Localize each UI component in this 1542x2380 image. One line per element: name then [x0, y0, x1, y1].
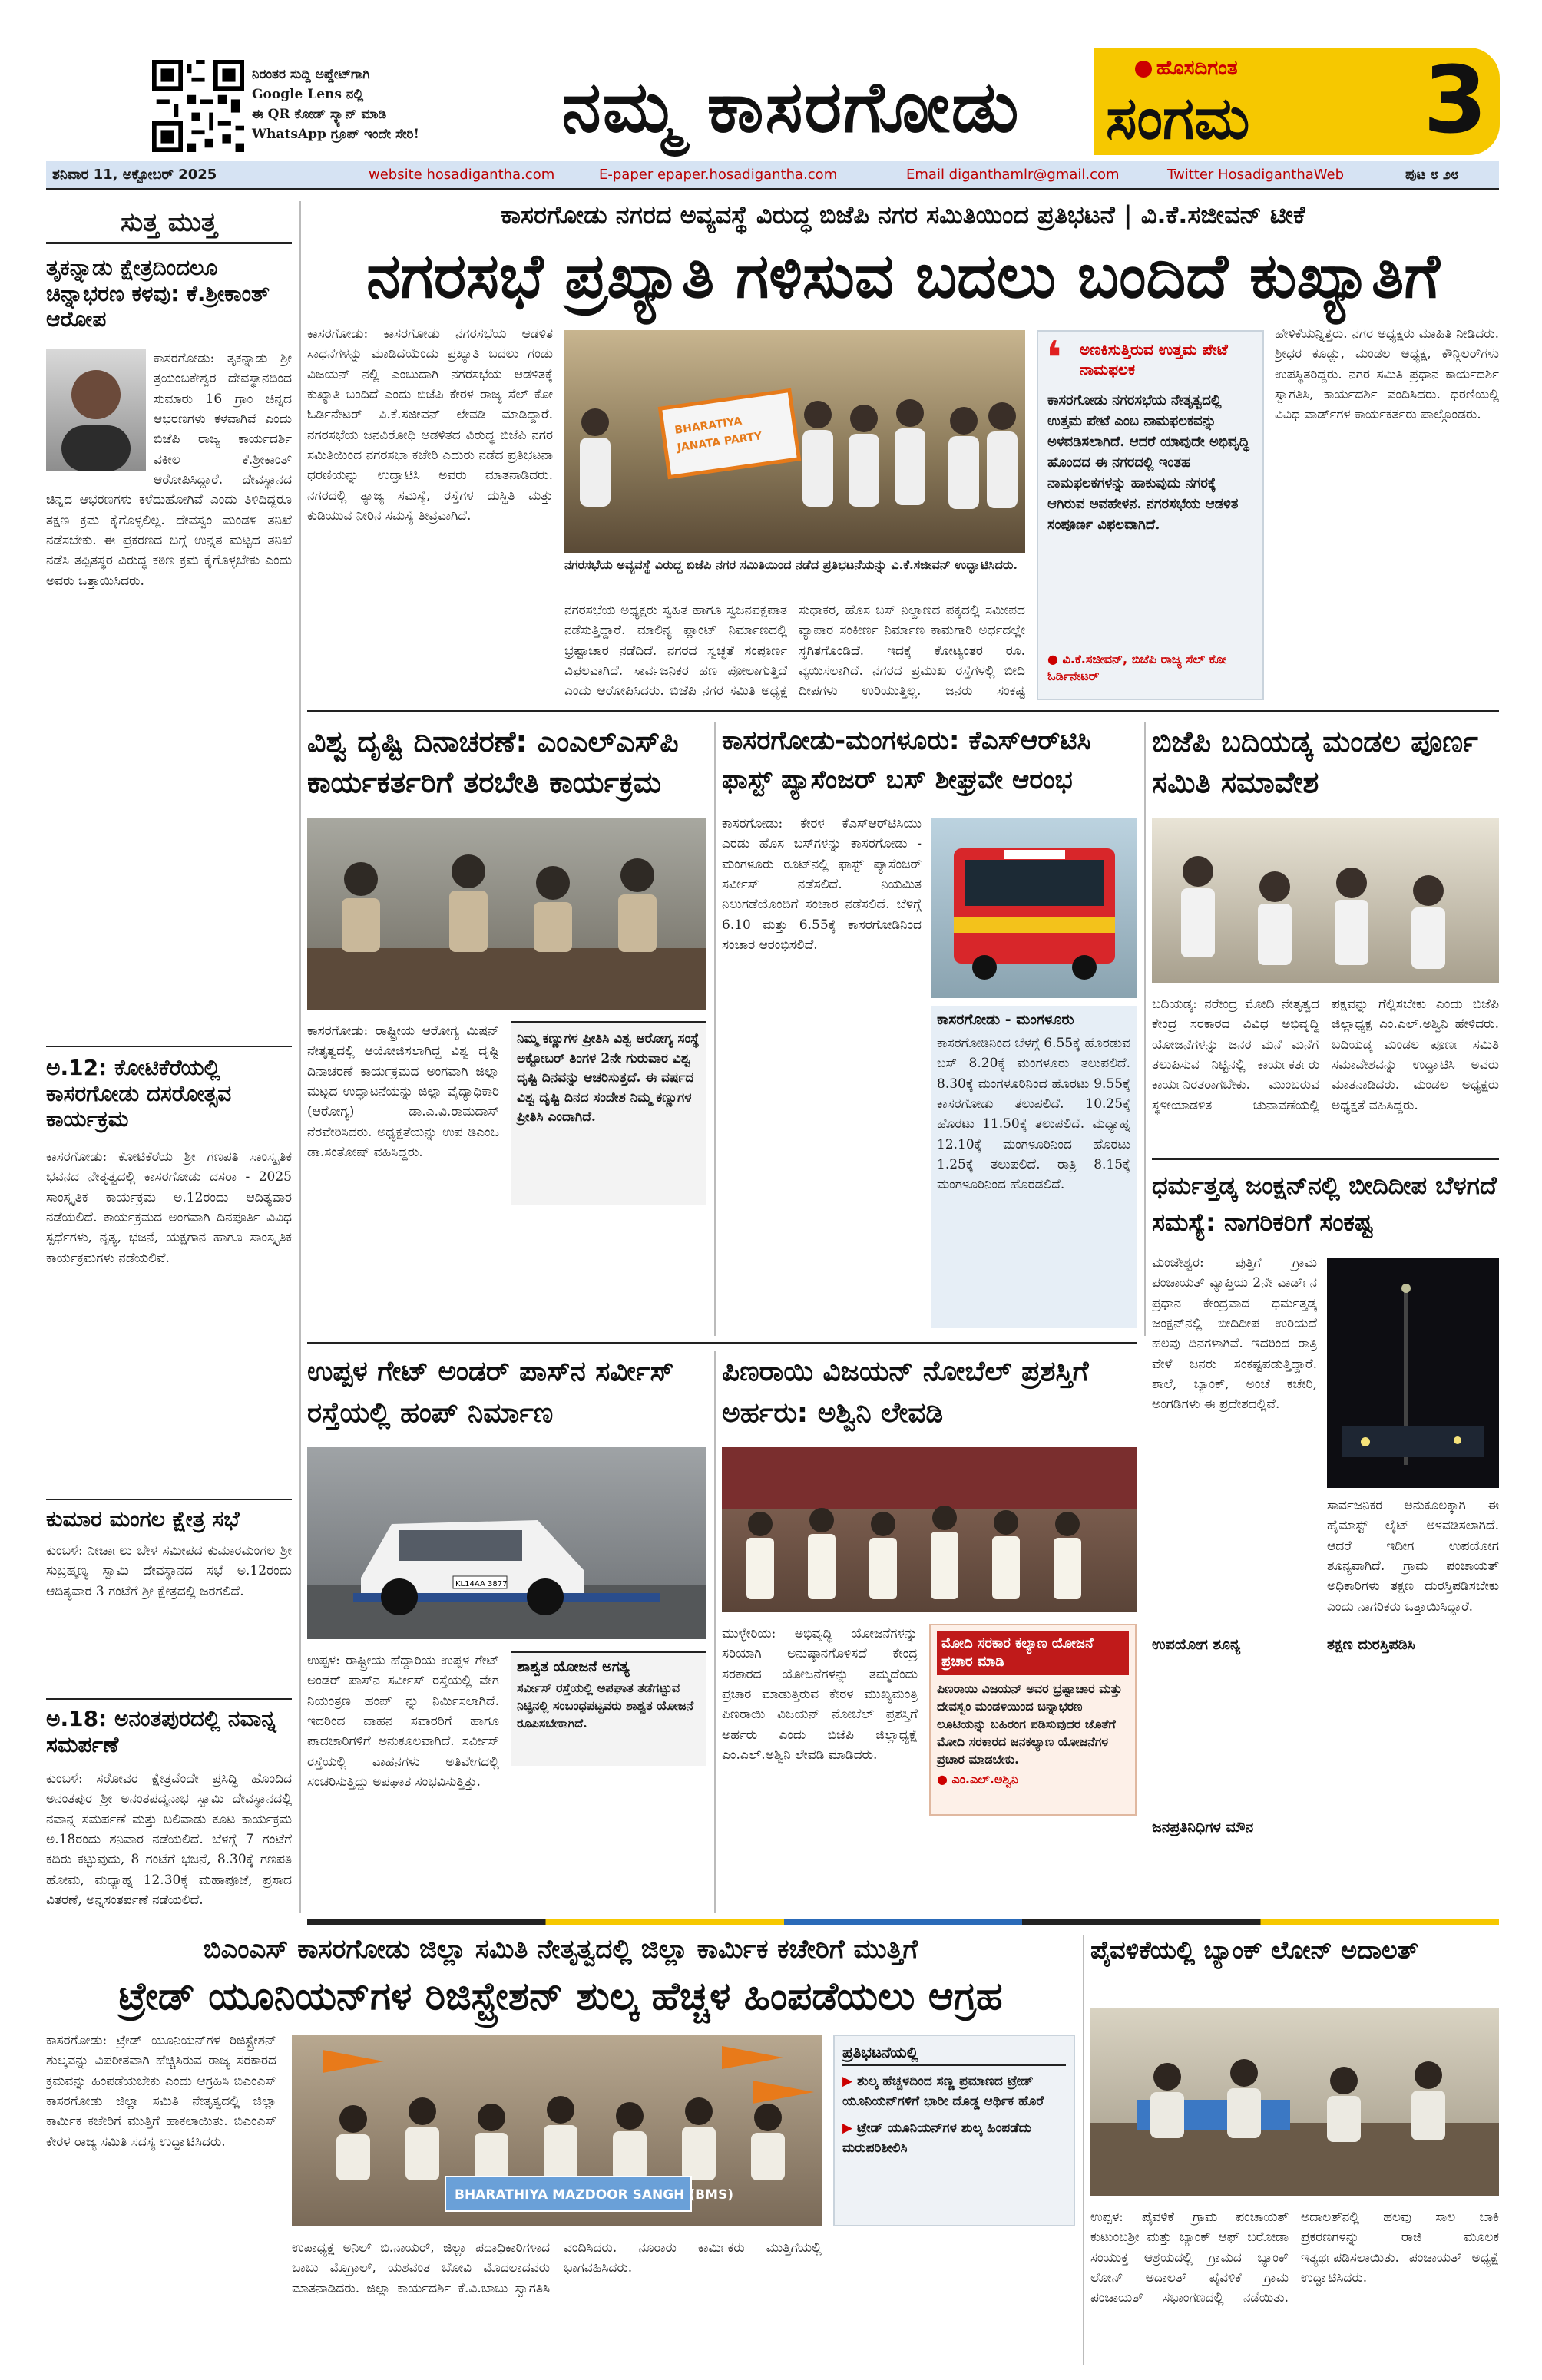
website-link[interactable]: website hosadigantha.com — [369, 167, 555, 183]
bus-headline: ಕಾಸರಗೋಡು-ಮಂಗಳೂರು: ಕೆಎಸ್ಆರ್‌ಟಿಸಿ ಫಾಸ್ಟ್ ಪ್ಯಾಸೆಂಜರ್ ಬಸ್ ಶೀಘ್ರವೇ ಆರಂಭ — [722, 726, 1091, 795]
lead-col3: ಸುಧಾಕರ, ಹೊಸ ಬಸ್ ನಿಲ್ದಾಣದ ಪಕ್ಕದಲ್ಲಿ ಸಮೀಪದ ವ್ಯಾಪಾರ ಸಂಕೀರ್ಣ ನಿರ್ಮಾಣ ಕಾಮಗಾರಿ ಅರ್ಧದಲ್ಲೇ ಸ್ಥಗಿತಗೊಂಡಿದೆ. ಇದಕ್ಕೆ ಕೋಟ್ಯಂತರ ರೂ. ವ್ಯಯಿಸಲಾಗಿದೆ. ನಗರದ ಪ್ರಮುಖ ರಸ್ತೆಗಳಲ್ಲಿ ಬೀದಿ ದೀಪಗಳು ಉರಿಯುತ್ತಿಲ್ಲ. ಜನರು ಸಂಕಷ್ಟ — [799, 603, 1025, 699]
hump-headline: ಉಪ್ಪಳ ಗೇಟ್ ಅಂಡರ್ ಪಾಸ್‌ನ ಸರ್ವೀಸ್ ರಸ್ತೆಯಲ್ಲಿ ಹಂಪ್ ನಿರ್ಮಾಣ — [307, 1356, 674, 1429]
car-icon — [307, 1447, 706, 1639]
arrow-icon: ▶ — [842, 2074, 857, 2089]
bms-photo — [292, 2035, 822, 2226]
sidebar-story1-body: ಕಾಸರಗೋಡು: ತೃಕನ್ನಾಡು ಶ್ರೀ ತ್ರಯಂಬಕೇಶ್ವರ ದೇವಸ್ಥಾನದಿಂದ ಸುಮಾರು 16 ಗ್ರಾಂ ಚಿನ್ನದ ಆಭರಣಗಳು ಕಳವಾಗಿವೆ ಎಂದು ಬಿಜೆಪಿ ರಾಜ್ಯ ಕಾರ್ಯದರ್ಶಿ ವಕೀಲ ಕೆ.ಶ್ರೀಕಾಂತ್ ಆರೋಪಿಸಿದ್ದಾರೆ. ದೇವಸ್ಥಾನದ ಚಿನ್ನದ ಆಭರಣಗಳು ಕಳೆದುಹೋಗಿವೆ ಎಂದು ತಿಳಿದಿದ್ದರೂ ತಕ್ಷಣ ಕ್ರಮ ಕೈಗೊಳ್ಳಲಿಲ್ಲ. ದೇವಸ್ವಂ ಮಂಡಳಿ ತನಿಖೆ ನಡೆಸಬೇಕು. ಈ ಪ್ರಕರಣದ ಬಗ್ಗೆ ಉನ್ನತ ಮಟ್ಟದ ತನಿಖೆ ನಡೆಸಿ ತಪ್ಪಿತಸ್ಥರ ವಿರುದ್ಧ ಕಠಿಣ ಕ್ರಮ ಕೈಗೊಳ್ಳಬೇಕು ಎಂದು ಅವರು ಒತ್ತಾಯಿಸಿದರು. — [46, 349, 292, 778]
pinarayi-callout-source — [937, 1772, 1129, 1787]
streetlight-body: ಮಂಜೇಶ್ವರ: ಪುತ್ತಿಗೆ ಗ್ರಾಮ ಪಂಚಾಯತ್ ವ್ಯಾಪ್ತಿಯ 2ನೇ ವಾರ್ಡ್‌ನ ಪ್ರಧಾನ ಕೇಂದ್ರವಾದ ಧರ್ಮತ್ತಡ್ಕ ಜಂಕ್ಷನ್‌ನಲ್ಲಿ ಬೀದಿದೀಪ ಉರಿಯದೆ ಹಲವು ದಿನಗಳಾಗಿವೆ. ಇದರಿಂದ ರಾತ್ರಿ ವೇಳೆ ಜನರು ಸಂಕಷ್ಟಪಡುತ್ತಿದ್ದಾರೆ. ಶಾಲೆ, ಬ್ಯಾಂಕ್, ಅಂಚೆ ಕಚೇರಿ, ಅಂಗಡಿಗಳು ಈ ಪ್ರದೇಶದಲ್ಲಿವೆ. — [1152, 1255, 1317, 1413]
sidebar-story4-body: ಕುಂಬಳೆ: ಸರೋವರ ಕ್ಷೇತ್ರವೆಂದೇ ಪ್ರಸಿದ್ಧಿ ಹೊಂದಿದ ಅನಂತಪುರ ಶ್ರೀ ಅನಂತಪದ್ಮನಾಭ ಸ್ವಾಮಿ ದೇವಸ್ಥಾನದಲ್ಲಿ ನವಾನ್ನ ಸಮರ್ಪಣೆ ಮತ್ತು ಬಲಿವಾಡು ಕೂಟ ಕಾರ್ಯಕ್ರಮ ಅ.18ರಂದು ಶನಿವಾರ ನಡೆಯಲಿದೆ. ಬೆಳಗ್ಗೆ 7 ಗಂಟೆಗೆ ಕದಿರು ಕಟ್ಟುವುದು, 8 ಗಂಟೆಗೆ ಭಜನೆ, 8.30ಕ್ಕೆ ಗಣಪತಿ ಹೋಮ, ಮಧ್ಯಾಹ್ನ 12.30ಕ್ಕೆ ಮಹಾಪೂಜೆ, ಪ್ರಸಾದ ವಿತರಣೆ, ಅನ್ನಸಂತರ್ಪಣೆ ನಡೆಯಲಿದೆ. — [46, 1771, 292, 1909]
pinarayi-callout — [929, 1624, 1137, 1816]
story-hump — [307, 1351, 706, 1913]
mlsp-photo — [307, 818, 706, 1010]
brand-badge — [1135, 54, 1327, 83]
bms-kicker: ಬಿಎಂಎಸ್ ಕಾಸರಗೋಡು ಜಿಲ್ಲಾ ಸಮಿತಿ ನೇತೃತ್ವದಲ್ಲಿ ಜಿಲ್ಲಾ ಕಾರ್ಮಿಕ ಕಚೇರಿಗೆ ಮುತ್ತಿಗೆ — [203, 1934, 918, 1965]
sidebar-header-text: ಸುತ್ತ ಮುತ್ತ — [121, 207, 217, 238]
lead-photo — [564, 330, 1025, 553]
lead-col2: ನಗರಸಭೆಯ ಅಧ್ಯಕ್ಷರು ಸ್ವಹಿತ ಹಾಗೂ ಸ್ವಜನಪಕ್ಷಪಾತ ನಡೆಸುತ್ತಿದ್ದಾರೆ. ಮಾಲಿನ್ಯ ಪ್ಲಾಂಟ್ ನಿರ್ಮಾಣದಲ್ಲಿ ಭ್ರಷ್ಟಾಚಾರ ನಡೆದಿದೆ. ನಗರದ ಸ್ವಚ್ಛತೆ ಸಂಪೂರ್ಣ ವಿಫಲವಾಗಿದೆ. ಸಾರ್ವಜನಿಕರ ಹಣ ಪೋಲಾಗುತ್ತಿದೆ ಎಂದು ಆರೋಪಿಸಿದರು. ಬಿಜೆಪಿ ನಗರ ಸಮಿತಿ ಅಧ್ಯಕ್ಷ — [564, 603, 787, 699]
story-bjp — [1152, 722, 1499, 1152]
bus-icon — [931, 818, 1137, 998]
sidebar-story2-headline: ಅ.12: ಕೋಟಿಕೆರೆಯಲ್ಲಿ ಕಾಸರಗೋಡು ದಸರೋತ್ಸವ ಕಾರ್ಯಕ್ರಮ — [46, 1055, 232, 1132]
hump-callout-body: ಸರ್ವೀಸ್ ರಸ್ತೆಯಲ್ಲಿ ಅಪಘಾತ ತಡೆಗಟ್ಟುವ ನಿಟ್ಟಿನಲ್ಲಿ ಸಂಬಂಧಪಟ್ಟವರು ಶಾಶ್ವತ ಯೋಜನೆ ರೂಪಿಸಬೇಕಾಗಿದೆ. — [517, 1680, 694, 1731]
issue-date: ಶನಿವಾರ 11, ಅಕ್ಟೋಬರ್ 2025 — [52, 167, 217, 183]
sidebar-story3-body: ಕುಂಬಳೆ: ನೀರ್ಚಾಲು ಬೇಳ ಸಮೀಪದ ಕುಮಾರಮಂಗಲ ಶ್ರೀ ಸುಬ್ರಹ್ಮಣ್ಯ ಸ್ವಾಮಿ ದೇವಸ್ಥಾನದ ಸಭೆ ಅ.12ರಂದು ಆದಿತ್ಯವಾರ 3 ಗಂಟೆಗೆ ಶ್ರೀ ಕ್ಷೇತ್ರದಲ್ಲಿ ಜರಗಲಿದೆ. — [46, 1543, 292, 1599]
pages-label: ಪುಟ ೮ ೨೮ — [1405, 167, 1459, 183]
column-divider — [1083, 1935, 1084, 2365]
meeting-scene-icon — [1152, 818, 1499, 983]
sidebar-story3-headline: ಕುಮಾರ ಮಂಗಲ ಕ್ಷೇತ್ರ ಸಭೆ — [46, 1506, 240, 1532]
brand-name: ಹೊಸದಿಗಂತ — [1156, 57, 1238, 80]
mlsp-callout — [511, 1021, 706, 1205]
sidebar — [46, 201, 292, 1913]
brand-logo-icon — [1135, 61, 1152, 78]
sidebar-story2-body: ಕಾಸರಗೋಡು: ಕೋಟಿಕೆರೆಯ ಶ್ರೀ ಗಣಪತಿ ಸಾಂಸ್ಕೃತಿಕ ಭವನದ ನೇತೃತ್ವದಲ್ಲಿ ಕಾಸರಗೋಡು ದಸರಾ - 2025 ಸಾಂಸ್ಕೃತಿಕ ಕಾರ್ಯಕ್ರಮ ಅ.12ರಂದು ಆದಿತ್ಯವಾರ ನಡೆಯಲಿದೆ. ಕಾರ್ಯಕ್ರಮದ ಅಂಗವಾಗಿ ದಿನಪೂರ್ತಿ ವಿವಿಧ ಸ್ಪರ್ಧೆಗಳು, ನೃತ್ಯ, ಭಜನೆ, ಯಕ್ಷಗಾನ ಹಾಗೂ ಸಾಂಸ್ಕೃತಿಕ ಕಾರ್ಯಕ್ರಮಗಳು ನಡೆಯಲಿವೆ. — [46, 1149, 292, 1266]
quote-icon: ❛ — [1046, 332, 1062, 385]
quote-source — [1047, 651, 1256, 697]
page-number: 3 — [1423, 48, 1487, 154]
divider — [1152, 1158, 1499, 1160]
column-divider — [299, 201, 301, 1913]
streetlight-sub: ಉಪಯೋಗ ಶೂನ್ಯ — [1152, 1636, 1241, 1653]
bms-box — [833, 2035, 1075, 2226]
bms-box-item-text: ಟ್ರೇಡ್ ಯೂನಿಯನ್‌ಗಳ ಶುಲ್ಕ ಹಿಂಪಡೆದು ಮರುಪರಿಶೀಲಿಸಿ — [842, 2121, 1032, 2156]
qr-code[interactable] — [152, 60, 244, 152]
page-title: ನಮ್ಮ ಕಾಸರಗೋಡು — [561, 66, 1021, 148]
column-divider — [714, 722, 716, 1336]
plate-text: KL14AA 3877 — [455, 1580, 508, 1588]
bms-body: ಕಾಸರಗೋಡು: ಟ್ರೇಡ್ ಯೂನಿಯನ್‌ಗಳ ರಿಜಿಸ್ಟ್ರೇಶನ್ ಶುಲ್ಕವನ್ನು ವಿಪರೀತವಾಗಿ ಹೆಚ್ಚಿಸಿರುವ ರಾಜ್ಯ ಸರಕಾರದ ಕ್ರಮವನ್ನು ಹಿಂಪಡೆಯಬೇಕು ಎಂದು ಆಗ್ರಹಿಸಿ ಬಿಎಂಎಸ್ ಕಾಸರಗೋಡು ಜಿಲ್ಲಾ ಸಮಿತಿ ನೇತೃತ್ವದಲ್ಲಿ ಜಿಲ್ಲಾ ಕಾರ್ಮಿಕ ಕಚೇರಿಗೆ ಮುತ್ತಿಗೆ ಹಾಕಲಾಯಿತು. ಬಿಎಂಎಸ್ ಕೇರಳ ರಾಜ್ಯ ಸಮಿತಿ ಸದಸ್ಯ ಉದ್ಘಾಟಿಸಿದರು. — [46, 2033, 276, 2150]
divider — [46, 1499, 292, 1500]
divider — [46, 1698, 292, 1700]
qr-note — [252, 64, 498, 144]
source-bullet-icon: ● — [937, 1771, 952, 1787]
mlsp-headline: ವಿಶ್ವ ದೃಷ್ಟಿ ದಿನಾಚರಣೆ: ಎಂಎಲ್‌ಎಸ್‌ಪಿ ಕಾರ್ಯಕರ್ತರಿಗೆ ತರಬೇತಿ ಕಾರ್ಯಕ್ರಮ — [307, 725, 679, 800]
story-bus — [722, 722, 1137, 1336]
svg-text:BHARATIYA: BHARATIYA — [673, 415, 743, 437]
twitter-link[interactable]: Twitter HosadiganthaWeb — [1167, 167, 1345, 183]
bus-body: ಕಾಸರಗೋಡು: ಕೇರಳ ಕೆಎಸ್ಆರ್‌ಟಿಸಿಯು ಎರಡು ಹೊಸ ಬಸ್‌ಗಳನ್ನು ಕಾಸರಗೋಡು - ಮಂಗಳೂರು ರೂಟ್‌ನಲ್ಲಿ ಫಾಸ್ಟ್ ಪ್ಯಾಸೆಂಜರ್ ಸರ್ವೀಸ್ ನಡೆಸಲಿದೆ. ನಿಯಮಿತ ನಿಲುಗಡೆಯೊಂದಿಗೆ ಸಂಚಾರ ನಡೆಸಲಿದೆ. ಬೆಳಿಗ್ಗೆ 6.10 ಮತ್ತು 6.55ಕ್ಕೆ ಕಾಸರಗೋಡಿನಿಂದ ಸಂಚಾರ ಆರಂಭಿಸಲಿದೆ. — [722, 816, 922, 954]
training-scene-icon — [307, 818, 706, 1010]
qr-note-line: WhatsApp ಗ್ರೂಪ್ ಇಂದೇ ಸೇರಿ! — [252, 127, 419, 142]
quote-body: ಕಾಸರಗೋಡು ನಗರಸಭೆಯ ನೇತೃತ್ವದಲ್ಲಿ ಉತ್ತಮ ಪೇಟೆ ಎಂಬ ನಾಮಫಲಕವನ್ನು ಅಳವಡಿಸಲಾಗಿದೆ. ಆದರೆ ಯಾವುದೇ ಅಭಿವೃದ್ಧಿ ಹೊಂದದ ಈ ನಗರದಲ್ಲಿ ಇಂತಹ ನಾಮಫಲಕಗಳನ್ನು ಹಾಕುವುದು ನಗರಕ್ಕೆ ಆಗಿರುವ ಅವಹೇಳನ. ನಗರಸಭೆಯ ಆಡಳಿತ ಸಂಪೂರ್ಣ ವಿಫಲವಾಗಿದೆ. — [1047, 392, 1249, 533]
bms-box-item — [842, 2072, 1066, 2111]
bus-photo — [931, 818, 1137, 998]
bus-subhead: ಕಾಸರಗೋಡು - ಮಂಗಳೂರು — [937, 1011, 1074, 1028]
bjp-photo — [1152, 818, 1499, 983]
sidebar-story1-headline: ತೃಕನ್ನಾಡು ಕ್ಷೇತ್ರದಿಂದಲೂ ಚಿನ್ನಾಭರಣ ಕಳವು: ಕೆ.ಶ್ರೀಕಾಂತ್ ಆರೋಪ — [46, 255, 270, 332]
bms-body2: ಉಪಾಧ್ಯಕ್ಷ ಅನಿಲ್ ಬಿ.ನಾಯರ್, ಜಿಲ್ಲಾ ಪದಾಧಿಕಾರಿಗಳಾದ ಬಾಬು ಮೊಗ್ರಾಲ್, ಯಶವಂತ ಬೋವಿ ಮೊದಲಾದವರು ಮಾತನಾಡಿದರು. ಜಿಲ್ಲಾ ಕಾರ್ಯದರ್ಶಿ ಕೆ.ವಿ.ಬಾಬು ಸ್ವಾಗತಿಸಿ ವಂದಿಸಿದರು. ನೂರಾರು ಕಾರ್ಮಿಕರು ಮುತ್ತಿಗೆಯಲ್ಲಿ ಭಾಗವಹಿಸಿದರು. — [292, 2240, 822, 2296]
mlsp-callout-text: ನಿಮ್ಮ ಕಣ್ಣುಗಳ ಪ್ರೀತಿಸಿ ವಿಶ್ವ ಆರೋಗ್ಯ ಸಂಸ್ಥೆ ಅಕ್ಟೋಬರ್ ತಿಂಗಳ 2ನೇ ಗುರುವಾರ ವಿಶ್ವ ದೃಷ್ಟಿ ದಿನವನ್ನು ಆಚರಿಸುತ್ತದೆ. ಈ ವರ್ಷದ ವಿಶ್ವ ದೃಷ್ಟಿ ದಿನದ ಸಂದೇಶ ನಿಮ್ಮ ಕಣ್ಣುಗಳ ಪ್ರೀತಿಸಿ ಎಂದಾಗಿದೆ. — [517, 1031, 700, 1125]
float-spacer — [46, 349, 154, 475]
bms-headline: ಟ್ರೇಡ್ ಯೂನಿಯನ್‌ಗಳ ರಿಜಿಸ್ಟ್ರೇಶನ್ ಶುಲ್ಕ ಹೆಚ್ಚಳ ಹಿಂಪಡೆಯಲು ಆಗ್ರಹ — [118, 1974, 1003, 2018]
story-streetlight — [1152, 1167, 1499, 1913]
bms-box-item-text: ಶುಲ್ಕ ಹೆಚ್ಚಳದಿಂದ ಸಣ್ಣ ಪ್ರಮಾಣದ ಟ್ರೇಡ್ ಯೂನಿಯನ್‌ಗಳಿಗೆ ಭಾರೀ ದೊಡ್ಡ ಆರ್ಥಿಕ ಹೊರೆ — [842, 2074, 1044, 2109]
quote-title: ಅಣಕಿಸುತ್ತಿರುವ ಉತ್ತಮ ಪೇಟೆ ನಾಮಫಲಕ — [1080, 340, 1228, 378]
mlsp-body: ಕಾಸರಗೋಡು: ರಾಷ್ಟ್ರೀಯ ಆರೋಗ್ಯ ಮಿಷನ್ ನೇತೃತ್ವದಲ್ಲಿ ಆಯೋಜಿಸಲಾಗಿದ್ದ ವಿಶ್ವ ದೃಷ್ಟಿ ದಿನಾಚರಣೆ ಕಾರ್ಯಕ್ರಮದ ಅಂಗವಾಗಿ ಜಿಲ್ಲಾ ಮಟ್ಟದ ಉದ್ಘಾಟನೆಯನ್ನು ಜಿಲ್ಲಾ ವೈದ್ಯಾಧಿಕಾರಿ (ಆರೋಗ್ಯ) ಡಾ.ಎ.ವಿ.ರಾಮದಾಸ್ ನೆರವೇರಿಸಿದರು. ಅಧ್ಯಕ್ಷತೆಯನ್ನು ಉಪ ಡಿಎಂಒ ಡಾ.ಸಂತೋಷ್ ವಹಿಸಿದ್ದರು. — [307, 1023, 499, 1161]
bus-schedule: ಕಾಸರಗೋಡಿನಿಂದ ಬೆಳಗ್ಗೆ 6.55ಕ್ಕೆ ಹೊರಡುವ ಬಸ್ 8.20ಕ್ಕೆ ಮಂಗಳೂರು ತಲುಪಲಿದೆ. 8.30ಕ್ಕೆ ಮಂಗಳೂರಿನಿಂದ ಹೊರಟು 9.55ಕ್ಕೆ ಕಾಸರಗೋಡು ತಲುಪಲಿದೆ. 10.25ಕ್ಕೆ ಹೊರಟು 11.50ಕ್ಕೆ ತಲುಪಲಿದೆ. ಮಧ್ಯಾಹ್ನ 12.10ಕ್ಕೆ ಮಂಗಳೂರಿನಿಂದ ಹೊರಟು 1.25ಕ್ಕೆ ತಲುಪಲಿದೆ. ರಾತ್ರಿ 8.15ಕ್ಕೆ ಮಂಗಳೂರಿನಿಂದ ಹೊರಡಲಿದೆ. — [937, 1035, 1130, 1193]
bms-box-item — [842, 2119, 1066, 2158]
pinarayi-callout-title: ಮೋದಿ ಸರಕಾರ ಕಲ್ಯಾಣ ಯೋಜನೆ ಪ್ರಚಾರ ಮಾಡಿ — [937, 1631, 1129, 1675]
pinarayi-source-text: ಎಂ.ಎಲ್.ಅಶ್ವಿನಿ — [951, 1771, 1018, 1787]
sidebar-header — [46, 201, 292, 244]
bms-banner-text: BHARATHIYA MAZDOOR SANGH (BMS) — [455, 2187, 733, 2203]
lead-col1: ಕಾಸರಗೋಡು: ಕಾಸರಗೋಡು ನಗರಸಭೆಯ ಆಡಳಿತ ಸಾಧನೆಗಳನ್ನು ಮಾಡಿದೆಯೆಂದು ಪ್ರಖ್ಯಾತಿ ಬದಲು ಗಂಡು ವಿಜಯನ್ ನಲ್ಲಿ ಎಂಬುದಾಗಿ ನಗರಸಭೆಯ ಆಡಳಿತಕ್ಕೆ ಕುಖ್ಯಾತಿ ಬಂದಿದೆ ಎಂದು ಬಿಜೆಪಿ ಕೇರಳ ರಾಜ್ಯ ಸೆಲ್ ಕೋ ಓರ್ಡಿನೇಟರ್ ವಿ.ಕೆ.ಸಜೀವನ್ ಲೇವಡಿ ಮಾಡಿದ್ದಾರೆ. ನಗರಸಭೆಯ ಜನವಿರೋಧಿ ಆಡಳಿತದ ವಿರುದ್ಧ ಬಿಜೆಪಿ ನಗರ ಸಮಿತಿಯಿಂದ ನಗರಸಭಾ ಕಚೇರಿ ಎದುರು ನಡೆದ ಪ್ರತಿಭಟನಾ ಧರಣಿಯನ್ನು ಉದ್ಘಾಟಿಸಿ ಅವರು ಮಾತನಾಡಿದರು. ನಗರದಲ್ಲಿ ತ್ಯಾಜ್ಯ ಸಮಸ್ಯೆ, ರಸ್ತೆಗಳ ದುಸ್ಥಿತಿ ಮತ್ತು ಕುಡಿಯುವ ನೀರಿನ ಸಮಸ್ಯೆ ತೀವ್ರವಾಗಿದೆ. — [307, 326, 553, 524]
hump-body: ಉಪ್ಪಳ: ರಾಷ್ಟ್ರೀಯ ಹೆದ್ದಾರಿಯ ಉಪ್ಪಳ ಗೇಟ್ ಅಂಡರ್ ಪಾಸ್‌ನ ಸರ್ವೀಸ್ ರಸ್ತೆಯಲ್ಲಿ ವೇಗ ನಿಯಂತ್ರಣ ಹಂಪ್ ನ್ನು ನಿರ್ಮಿಸಲಾಗಿದೆ. ಇದರಿಂದ ವಾಹನ ಸವಾರರಿಗೆ ಹಾಗೂ ಪಾದಚಾರಿಗಳಿಗೆ ಅನುಕೂಲವಾಗಿದೆ. ಸರ್ವೀಸ್ ರಸ್ತೆಯಲ್ಲಿ ವಾಹನಗಳು ಅತಿವೇಗದಲ್ಲಿ ಸಂಚರಿಸುತ್ತಿದ್ದು ಅಪಘಾತ ಸಂಭವಿಸುತ್ತಿತ್ತು. — [307, 1653, 499, 1790]
lead-story — [307, 201, 1499, 704]
bank-body: ಉಪ್ಪಳ: ಪೈವಳಿಕೆ ಗ್ರಾಮ ಪಂಚಾಯತ್ ಕುಟುಂಬಶ್ರೀ ಮತ್ತು ಬ್ಯಾಂಕ್ ಆಫ್ ಬರೋಡಾ ಸಂಯುಕ್ತ ಆಶ್ರಯದಲ್ಲಿ ಗ್ರಾಮದ ಬ್ಯಾಂಕ್ ಲೋನ್ ಅದಾಲತ್ ಪೈವಳಿಕೆ ಗ್ರಾಮ ಪಂಚಾಯತ್ ಸಭಾಂಗಣದಲ್ಲಿ ನಡೆಯಿತು. ಅದಾಲತ್‌ನಲ್ಲಿ ಹಲವು ಸಾಲ ಬಾಕಿ ಪ್ರಕರಣಗಳನ್ನು ರಾಜಿ ಮೂಲಕ ಇತ್ಯರ್ಥಪಡಿಸಲಾಯಿತು. ಪಂಚಾಯತ್ ಅಧ್ಯಕ್ಷೆ ಉದ್ಘಾಟಿಸಿದರು. — [1090, 2210, 1499, 2306]
story-bank — [1090, 1935, 1499, 2365]
quote-source-text: ವಿ.ಕೆ.ಸಜೀವನ್, ಬಿಜೆಪಿ ರಾಜ್ಯ ಸೆಲ್ ಕೋ ಓರ್ಡಿನೇಟರ್ — [1047, 652, 1227, 684]
bank-photo — [1090, 2008, 1499, 2196]
quote-box — [1037, 330, 1264, 700]
streetlight-photo — [1327, 1258, 1499, 1488]
protest-scene-icon — [564, 330, 1025, 553]
column-divider — [714, 1351, 716, 1913]
rally-scene-icon — [292, 2035, 822, 2226]
hump-callout-title: ಶಾಶ್ವತ ಯೋಜನೆ ಅಗತ್ಯ — [517, 1658, 630, 1675]
masthead — [0, 0, 1542, 157]
hump-callout — [511, 1651, 706, 1766]
pinarayi-photo — [722, 1447, 1137, 1612]
email-link[interactable]: Email diganthamlr@gmail.com — [906, 167, 1120, 183]
bms-box-title: ಪ್ರತಿಭಟನೆಯಲ್ಲಿ — [842, 2044, 1066, 2066]
lead-headline: ನಗರಸಭೆ ಪ್ರಖ್ಯಾತಿ ಗಳಿಸುವ ಬದಲು ಬಂದಿದೆ ಕುಖ್ಯಾತಿಗೆ — [366, 240, 1440, 312]
streetlight-sub: ತಕ್ಷಣ ದುರಸ್ತಿಪಡಿಸಿ — [1327, 1636, 1415, 1653]
divider — [307, 710, 1499, 712]
pinarayi-body: ಮುಳ್ಳೇರಿಯ: ಅಭಿವೃದ್ಧಿ ಯೋಜನೆಗಳನ್ನು ಸರಿಯಾಗಿ ಅನುಷ್ಠಾನಗೊಳಿಸದೆ ಕೇಂದ್ರ ಸರಕಾರದ ಯೋಜನೆಗಳನ್ನು ತಮ್ಮದೆಂದು ಪ್ರಚಾರ ಮಾಡುತ್ತಿರುವ ಕೇರಳ ಮುಖ್ಯಮಂತ್ರಿ ಪಿಣರಾಯಿ ವಿಜಯನ್ ನೋಬೆಲ್ ಪ್ರಶಸ್ತಿಗೆ ಅರ್ಹರು ಎಂದು ಬಿಜೆಪಿ ಜಿಲ್ಲಾಧ್ಯಕ್ಷೆ ಎಂ.ಎಲ್.ಅಶ್ವಿನಿ ಲೇವಡಿ ಮಾಡಿದರು. — [722, 1626, 918, 1764]
color-band — [307, 1919, 1499, 1925]
lead-kicker: ಕಾಸರಗೋಡು ನಗರದ ಅವ್ಯವಸ್ಥೆ ವಿರುದ್ಧ ಬಿಜೆಪಿ ನಗರ ಸಮಿತಿಯಿಂದ ಪ್ರತಿಭಟನೆ | ವಿ.ಕೆ.ಸಜೀವನ್ ಟೀಕೆ — [501, 200, 1305, 230]
streetlight-sub: ಜನಪ್ರತಿನಿಧಿಗಳ ಮೌನ — [1152, 1819, 1254, 1836]
arrow-icon: ▶ — [842, 2121, 857, 2136]
qr-note-line: ನಿರಂತರ ಸುದ್ದಿ ಅಪ್ಡೇಟ್‌ಗಾಗಿ — [252, 67, 370, 82]
bjp-headline: ಬಿಜೆಪಿ ಬದಿಯಡ್ಕ ಮಂಡಲ ಪೂರ್ಣ ಸಮಿತಿ ಸಮಾವೇಶ — [1152, 725, 1478, 800]
lead-photo-caption: ನಗರಸಭೆಯ ಅವ್ಯವಸ್ಥೆ ವಿರುದ್ಧ ಬಿಜೆಪಿ ನಗರ ಸಮಿತಿಯಿಂದ ನಡೆದ ಪ್ರತಿಭಟನೆಯನ್ನು ವಿ.ಕೆ.ಸಜೀವನ್ ಉದ್ಘಾಟಿಸಿದರು. — [564, 557, 1018, 572]
streetlight-headline: ಧರ್ಮತ್ತಡ್ಕ ಜಂಕ್ಷನ್‌ನಲ್ಲಿ ಬೀದಿದೀಪ ಬೆಳಗದೆ ಸಮಸ್ಯೆ: ನಾಗರಿಕರಿಗೆ ಸಂಕಷ್ಟ — [1152, 1171, 1497, 1237]
source-bullet-icon: ● — [1047, 652, 1063, 666]
bus-schedule-box — [931, 1006, 1137, 1328]
hump-photo — [307, 1447, 706, 1639]
bjp-body: ಬದಿಯಡ್ಕ: ನರೇಂದ್ರ ಮೋದಿ ನೇತೃತ್ವದ ಕೇಂದ್ರ ಸರಕಾರದ ವಿವಿಧ ಅಭಿವೃದ್ಧಿ ಯೋಜನೆಗಳನ್ನು ಜನರ ಮನೆ ಮನೆಗೆ ತಲುಪಿಸುವ ನಿಟ್ಟಿನಲ್ಲಿ ಕಾರ್ಯಕರ್ತರು ಕಾರ್ಯನಿರತರಾಗಬೇಕು. ಮುಂಬರುವ ಸ್ಥಳೀಯಾಡಳಿತ ಚುನಾವಣೆಯಲ್ಲಿ ಪಕ್ಷವನ್ನು ಗೆಲ್ಲಿಸಬೇಕು ಎಂದು ಬಿಜೆಪಿ ಜಿಲ್ಲಾಧ್ಯಕ್ಷ ಎಂ.ಎಲ್.ಅಶ್ವಿನಿ ಹೇಳಿದರು. ಬದಿಯಡ್ಕ ಮಂಡಲ ಪೂರ್ಣ ಸಮಿತಿ ಸಮಾವೇಶವನ್ನು ಉದ್ಘಾಟಿಸಿ ಅವರು ಮಾತನಾಡಿದರು. ಮಂಡಲ ಅಧ್ಯಕ್ಷರು ಅಧ್ಯಕ್ಷತೆ ವಹಿಸಿದ್ದರು. — [1152, 997, 1499, 1113]
divider — [307, 1342, 1137, 1344]
sidebar-story4-headline: ಅ.18: ಅನಂತಪುರದಲ್ಲಿ ನವಾನ್ನ ಸಮರ್ಪಣೆ — [46, 1706, 276, 1757]
svg-text:JANATA PARTY: JANATA PARTY — [676, 430, 763, 455]
section-name: ಸಂಗಮ — [1106, 84, 1250, 152]
streetlight-body2: ಸಾರ್ವಜನಿಕರ ಅನುಕೂಲಕ್ಕಾಗಿ ಈ ಹೈಮಾಸ್ಟ್ ಲೈಟ್ ಅಳವಡಿಸಲಾಗಿದೆ. ಆದರೆ ಇದೀಗ ಉಪಯೋಗ ಶೂನ್ಯವಾಗಿದೆ. ಗ್ರಾಮ ಪಂಚಾಯತ್ ಅಧಿಕಾರಿಗಳು ತಕ್ಷಣ ದುರಸ್ತಿಪಡಿಸಬೇಕು ಎಂದು ನಾಗರಿಕರು ಒತ್ತಾಯಿಸಿದ್ದಾರೆ. — [1327, 1498, 1499, 1615]
lead-col4: ಹೇಳಿಕೆಯನ್ನಿತ್ತರು. ನಗರ ಅಧ್ಯಕ್ಷರು ಮಾಹಿತಿ ನೀಡಿದರು. ಶ್ರೀಧರ ಕೂಡ್ಲು, ಮಂಡಲ ಅಧ್ಯಕ್ಷ, ಕೌನ್ಸಿಲರ್‌ಗಳು ಉಪಸ್ಥಿತರಿದ್ದರು. ನಗರ ಸಮಿತಿ ಪ್ರಧಾನ ಕಾರ್ಯದರ್ಶಿ ಸ್ವಾಗತಿಸಿ, ಕಾರ್ಯದರ್ಶಿ ವಂದಿಸಿದರು. ಧರಣಿಯಲ್ಲಿ ವಿವಿಧ ವಾರ್ಡ್‌ಗಳ ಕಾರ್ಯಕರ್ತರು ಪಾಲ್ಗೊಂಡರು. — [1275, 326, 1499, 423]
bank-headline: ಪೈವಳಿಕೆಯಲ್ಲಿ ಬ್ಯಾಂಕ್ ಲೋನ್ ಅದಾಲತ್ — [1090, 1935, 1419, 1965]
night-light-icon — [1327, 1258, 1499, 1488]
stage-scene-icon — [722, 1447, 1137, 1612]
column-divider — [1144, 722, 1146, 1336]
epaper-link[interactable]: E-paper epaper.hosadigantha.com — [599, 167, 838, 183]
info-strip — [46, 161, 1499, 190]
story-mlsp — [307, 722, 706, 1336]
divider — [46, 1046, 292, 1047]
story-bms — [46, 1935, 1075, 2365]
qr-note-line: Google Lens ನಲ್ಲಿ — [252, 87, 364, 102]
qr-note-line: ಈ QR ಕೋಡ್ ಸ್ಕ್ಯಾನ್ ಮಾಡಿ — [252, 107, 387, 122]
pinarayi-headline: ಪಿಣರಾಯಿ ವಿಜಯನ್ ನೋಬೆಲ್ ಪ್ರಶಸ್ತಿಗೆ ಅರ್ಹರು: ಅಶ್ವಿನಿ ಲೇವಡಿ — [722, 1356, 1089, 1429]
pinarayi-callout-body: ಪಿಣರಾಯಿ ವಿಜಯನ್ ಅವರ ಭ್ರಷ್ಟಾಚಾರ ಮತ್ತು ದೇವಸ್ವಂ ಮಂಡಳಿಯಿಂದ ಚಿನ್ನಾಭರಣ ಲೂಟಿಯನ್ನು ಬಹಿರಂಗ ಪಡಿಸುವುದರ ಜೊತೆಗೆ ಮೋದಿ ಸರಕಾರದ ಜನಕಲ್ಯಾಣ ಯೋಜನೆಗಳ ಪ್ರಚಾರ ಮಾಡಬೇಕು. — [937, 1681, 1123, 1767]
office-scene-icon — [1090, 2008, 1499, 2196]
story-pinarayi — [722, 1351, 1137, 1913]
